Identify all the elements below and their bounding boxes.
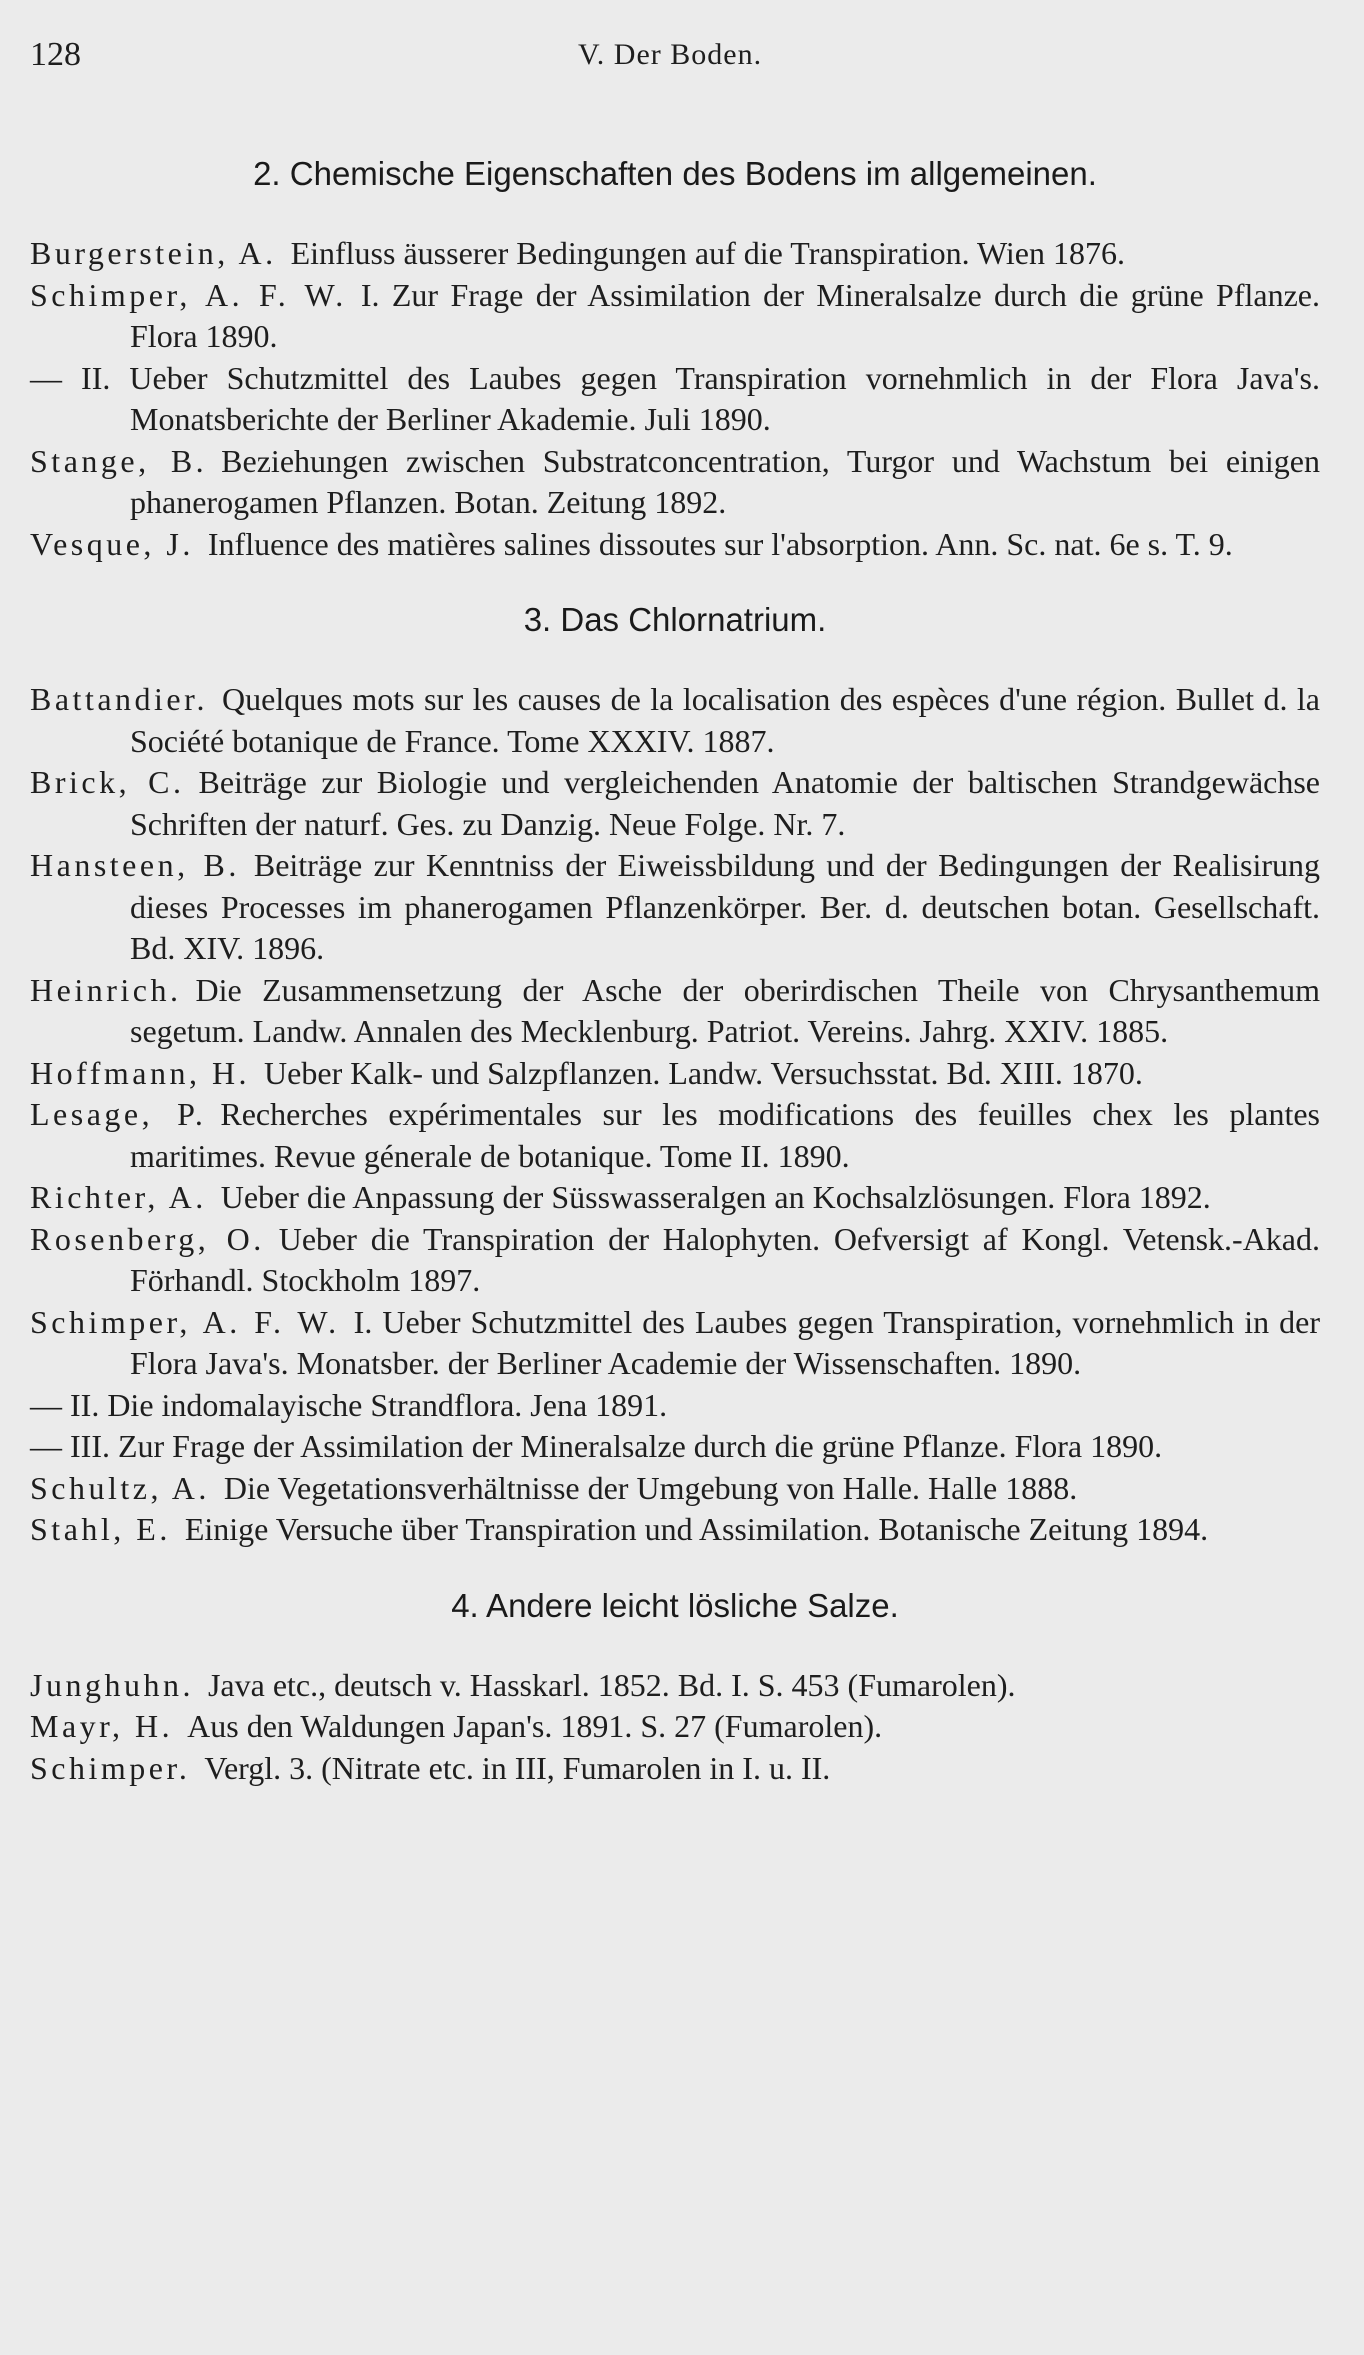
- entry-author: Schimper, A. F. W.: [30, 276, 347, 313]
- bibliography-entry: [30, 1385, 1320, 1427]
- entry-text: Aus den Waldungen Japan's. 1891. S. 27 (Fumarolen).: [187, 1708, 883, 1744]
- bibliography-entry: [30, 1177, 1320, 1219]
- bibliography-entry: [30, 679, 1320, 762]
- running-head-title: V. Der Boden.: [578, 38, 763, 71]
- entry-text: Die Zusammensetzung der Asche der oberirdischen Theile von Chrysanthemum segetum. Landw. Annalen des Mecklenburg. Patriot. Vereins. Jahrg. XXIV. 1885.: [130, 971, 1320, 1049]
- bibliography-entry: [30, 1053, 1320, 1095]
- bibliography-entry: [30, 1219, 1320, 1302]
- entry-text: Java etc., deutsch v. Hasskarl. 1852. Bd. I. S. 453 (Fumarolen).: [207, 1666, 1016, 1703]
- bibliography-entry: [30, 1426, 1320, 1468]
- bibliography: [30, 155, 1320, 1789]
- entry-author: Richter, A.: [30, 1179, 207, 1215]
- bibliography-entry: [30, 762, 1320, 845]
- entry-author: Stahl, E.: [30, 1511, 171, 1547]
- bibliography-entry: [30, 1302, 1320, 1385]
- bibliography-entry: [30, 524, 1320, 566]
- entry-author: Lesage, P.: [30, 1096, 207, 1132]
- entry-author: Heinrich.: [30, 971, 182, 1008]
- bibliography-entry: [30, 1509, 1320, 1551]
- bibliography-entry: [30, 970, 1320, 1053]
- entry-text: Beiträge zur Biologie und vergleichenden Anatomie der baltischen Strandgewächse Schriften der naturf. Ges. zu Danzig. Neue Folge. Nr. 7.: [130, 764, 1320, 842]
- bibliography-entry: [30, 358, 1320, 441]
- entry-text: Ueber die Anpassung der Süsswasseralgen an Kochsalzlösungen. Flora 1892.: [220, 1179, 1211, 1215]
- entry-text: Einige Versuche über Transpiration und Assimilation. Botanische Zeitung 1894.: [184, 1511, 1209, 1547]
- bibliography-entry: [30, 845, 1320, 970]
- entry-text: Einfluss äusserer Bedingungen auf die Transpiration. Wien 1876.: [290, 235, 1125, 271]
- entry-author: Schimper.: [30, 1749, 191, 1786]
- bibliography-entry: [30, 275, 1320, 358]
- bibliography-entry: [30, 1094, 1320, 1177]
- bibliography-entry: [30, 1706, 1320, 1748]
- bibliography-entry: [30, 1665, 1320, 1707]
- bibliography-entry: [30, 441, 1320, 524]
- entry-text: Recherches expérimentales sur les modifications des feuilles chex les plantes maritimes. Revue génerale de botanique. Tome II. 1890.: [130, 1096, 1321, 1174]
- entry-author: Battandier.: [30, 681, 209, 717]
- entry-author: Hoffmann, H.: [30, 1054, 251, 1091]
- running-head: [30, 30, 1324, 80]
- entry-text: Beziehungen zwischen Substratconcentration, Turgor und Wachstum bei einigen phanerogamen Pflanzen. Botan. Zeitung 1892.: [130, 442, 1321, 520]
- entry-text: — III. Zur Frage der Assimilation der Mineralsalze durch die grüne Pflanze. Flora 1890.: [30, 1428, 1163, 1464]
- entry-author: Hansteen, B.: [30, 847, 240, 883]
- entry-text: Quelques mots sur les causes de la localisation des espèces d'une région. Bullet d. la Société botanique de France. Tome XXXIV. 1887.: [130, 681, 1320, 759]
- section-heading: 2. Chemische Eigenschaften des Bodens im allgemeinen.: [253, 155, 1097, 192]
- entry-text: — II. Die indomalayische Strandflora. Jena 1891.: [30, 1386, 668, 1423]
- entry-text: — II. Ueber Schutzmittel des Laubes gegen Transpiration vornehmlich in der Flora Java's. Monatsberichte der Berliner Akademie. Juli 1890.: [30, 359, 1320, 437]
- entry-author: Rosenberg, O.: [30, 1220, 265, 1257]
- bibliography-entry: [30, 1748, 1320, 1790]
- entry-text: Ueber die Transpiration der Halophyten. Oefversigt af Kongl. Vetensk.-Akad. Förhandl. Stockholm 1897.: [130, 1220, 1321, 1298]
- bibliography-entry: [30, 233, 1320, 275]
- entry-author: Mayr, H.: [30, 1708, 174, 1744]
- entry-text: Ueber Kalk- und Salzpflanzen. Landw. Versuchsstat. Bd. XIII. 1870.: [264, 1054, 1143, 1091]
- entry-author: Brick, C.: [30, 764, 185, 800]
- page-number: 128: [30, 36, 81, 73]
- entry-text: Beiträge zur Kenntniss der Eiweissbildung und der Bedingungen der Realisirung dieses Processes im phanerogamen Pflanzenkörper. Ber. d. deutschen botan. Gesellschaft. Bd. XIV. 1896.: [130, 847, 1321, 966]
- entry-text: Vergl. 3. (Nitrate etc. in III, Fumarolen in I. u. II.: [204, 1749, 831, 1786]
- entry-text: I. Ueber Schutzmittel des Laubes gegen Transpiration, vornehmlich in der Flora Java's. Monatsber. der Berliner Academie der Wissenschaften. 1890.: [130, 1303, 1321, 1381]
- entry-text: Die Vegetationsverhältnisse der Umgebung von Halle. Halle 1888.: [223, 1469, 1078, 1506]
- bibliography-entry: [30, 1468, 1320, 1510]
- section-heading: 4. Andere leicht lösliche Salze.: [451, 1586, 899, 1624]
- entry-author: Junghuhn.: [30, 1666, 194, 1703]
- entry-author: Stange, B.: [30, 442, 208, 479]
- entry-author: Burgerstein, A.: [30, 235, 277, 271]
- entry-author: Schultz, A.: [30, 1469, 210, 1506]
- entry-text: I. Zur Frage der Assimilation der Mineralsalze durch die grüne Pflanze. Flora 1890.: [130, 276, 1321, 354]
- entry-author: Schimper, A. F. W.: [30, 1303, 340, 1340]
- entry-author: Vesque, J.: [30, 525, 194, 562]
- entry-text: Influence des matières salines dissoutes sur l'absorption. Ann. Sc. nat. 6e s. T. 9.: [207, 525, 1233, 562]
- section-heading: 3. Das Chlornatrium.: [523, 601, 827, 638]
